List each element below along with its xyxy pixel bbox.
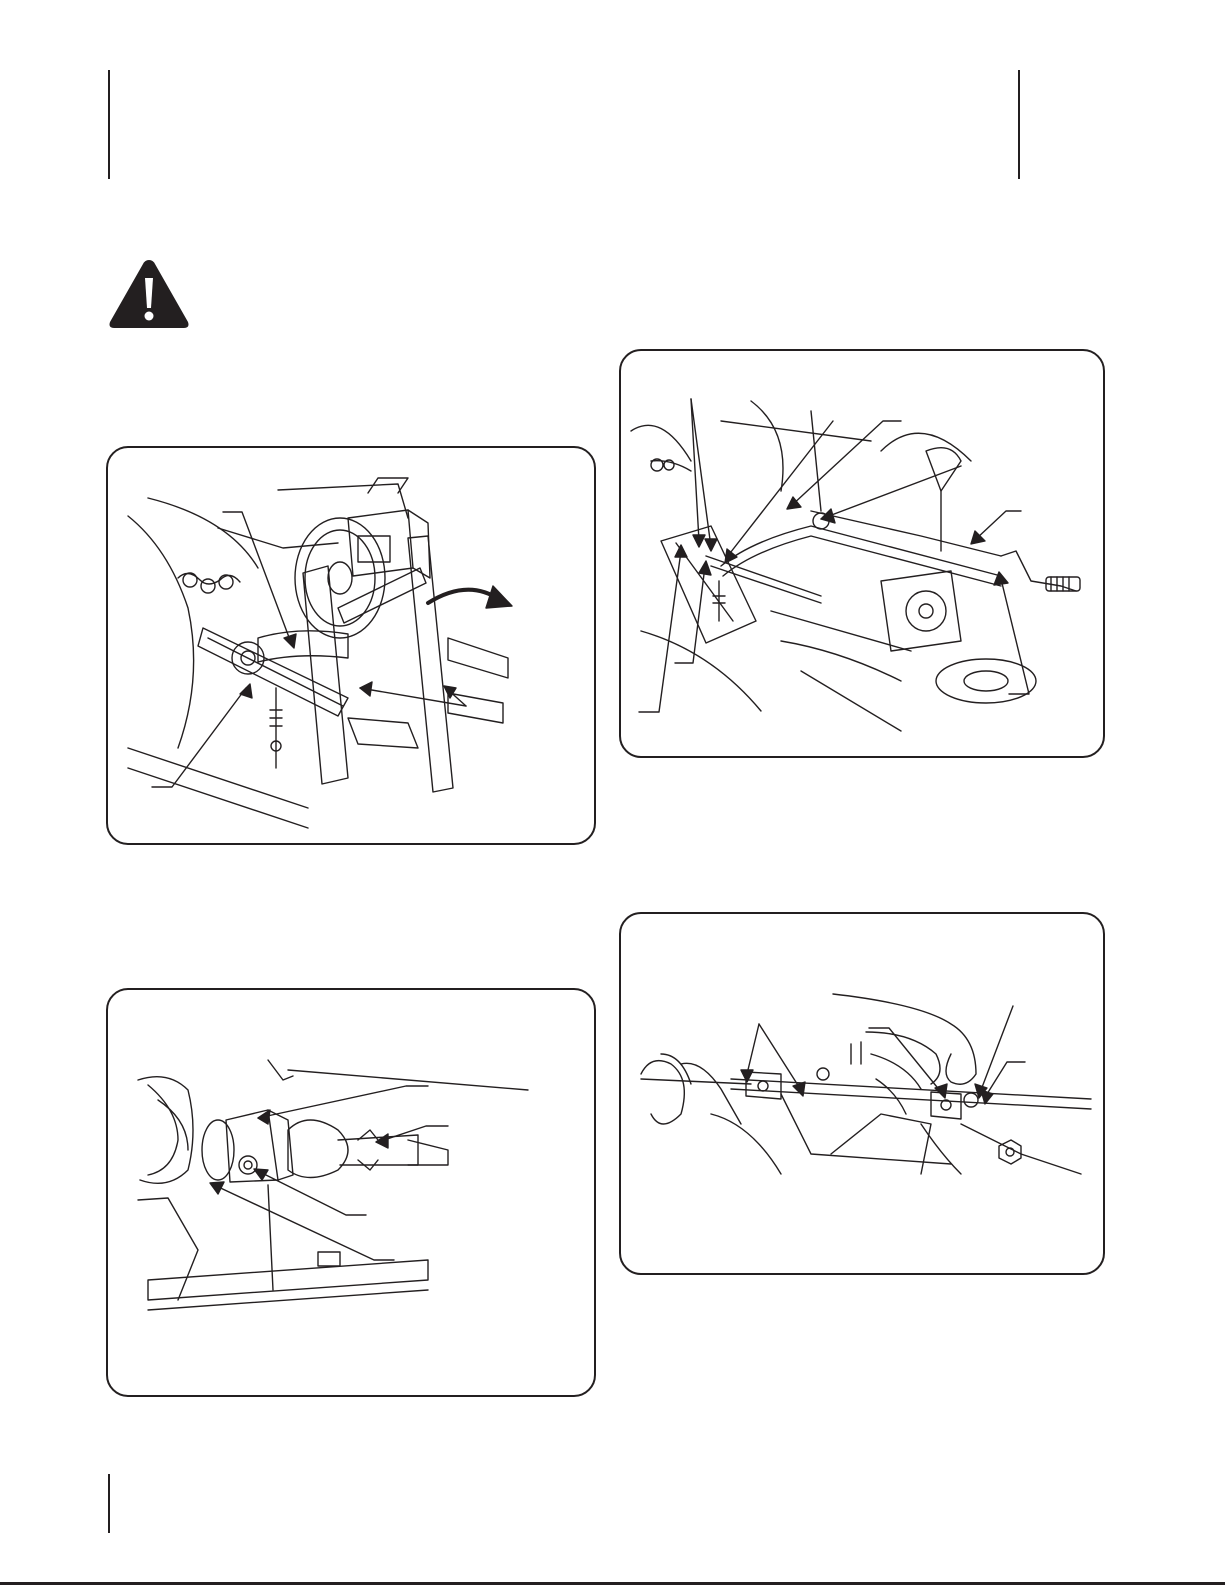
warning-triangle-icon xyxy=(106,256,192,332)
figure-top-left xyxy=(106,446,596,845)
figure-top-right-drawing xyxy=(621,351,1105,758)
crop-mark-top-left xyxy=(108,70,110,179)
figure-bottom-left-drawing xyxy=(108,990,596,1397)
figure-top-left-drawing xyxy=(108,448,596,845)
crop-mark-bottom-left xyxy=(108,1474,110,1533)
figure-bottom-left xyxy=(106,988,596,1397)
figure-bottom-right-drawing xyxy=(621,914,1105,1275)
figure-bottom-right xyxy=(619,912,1105,1275)
figure-top-right xyxy=(619,349,1105,758)
crop-mark-top-right xyxy=(1018,70,1020,179)
